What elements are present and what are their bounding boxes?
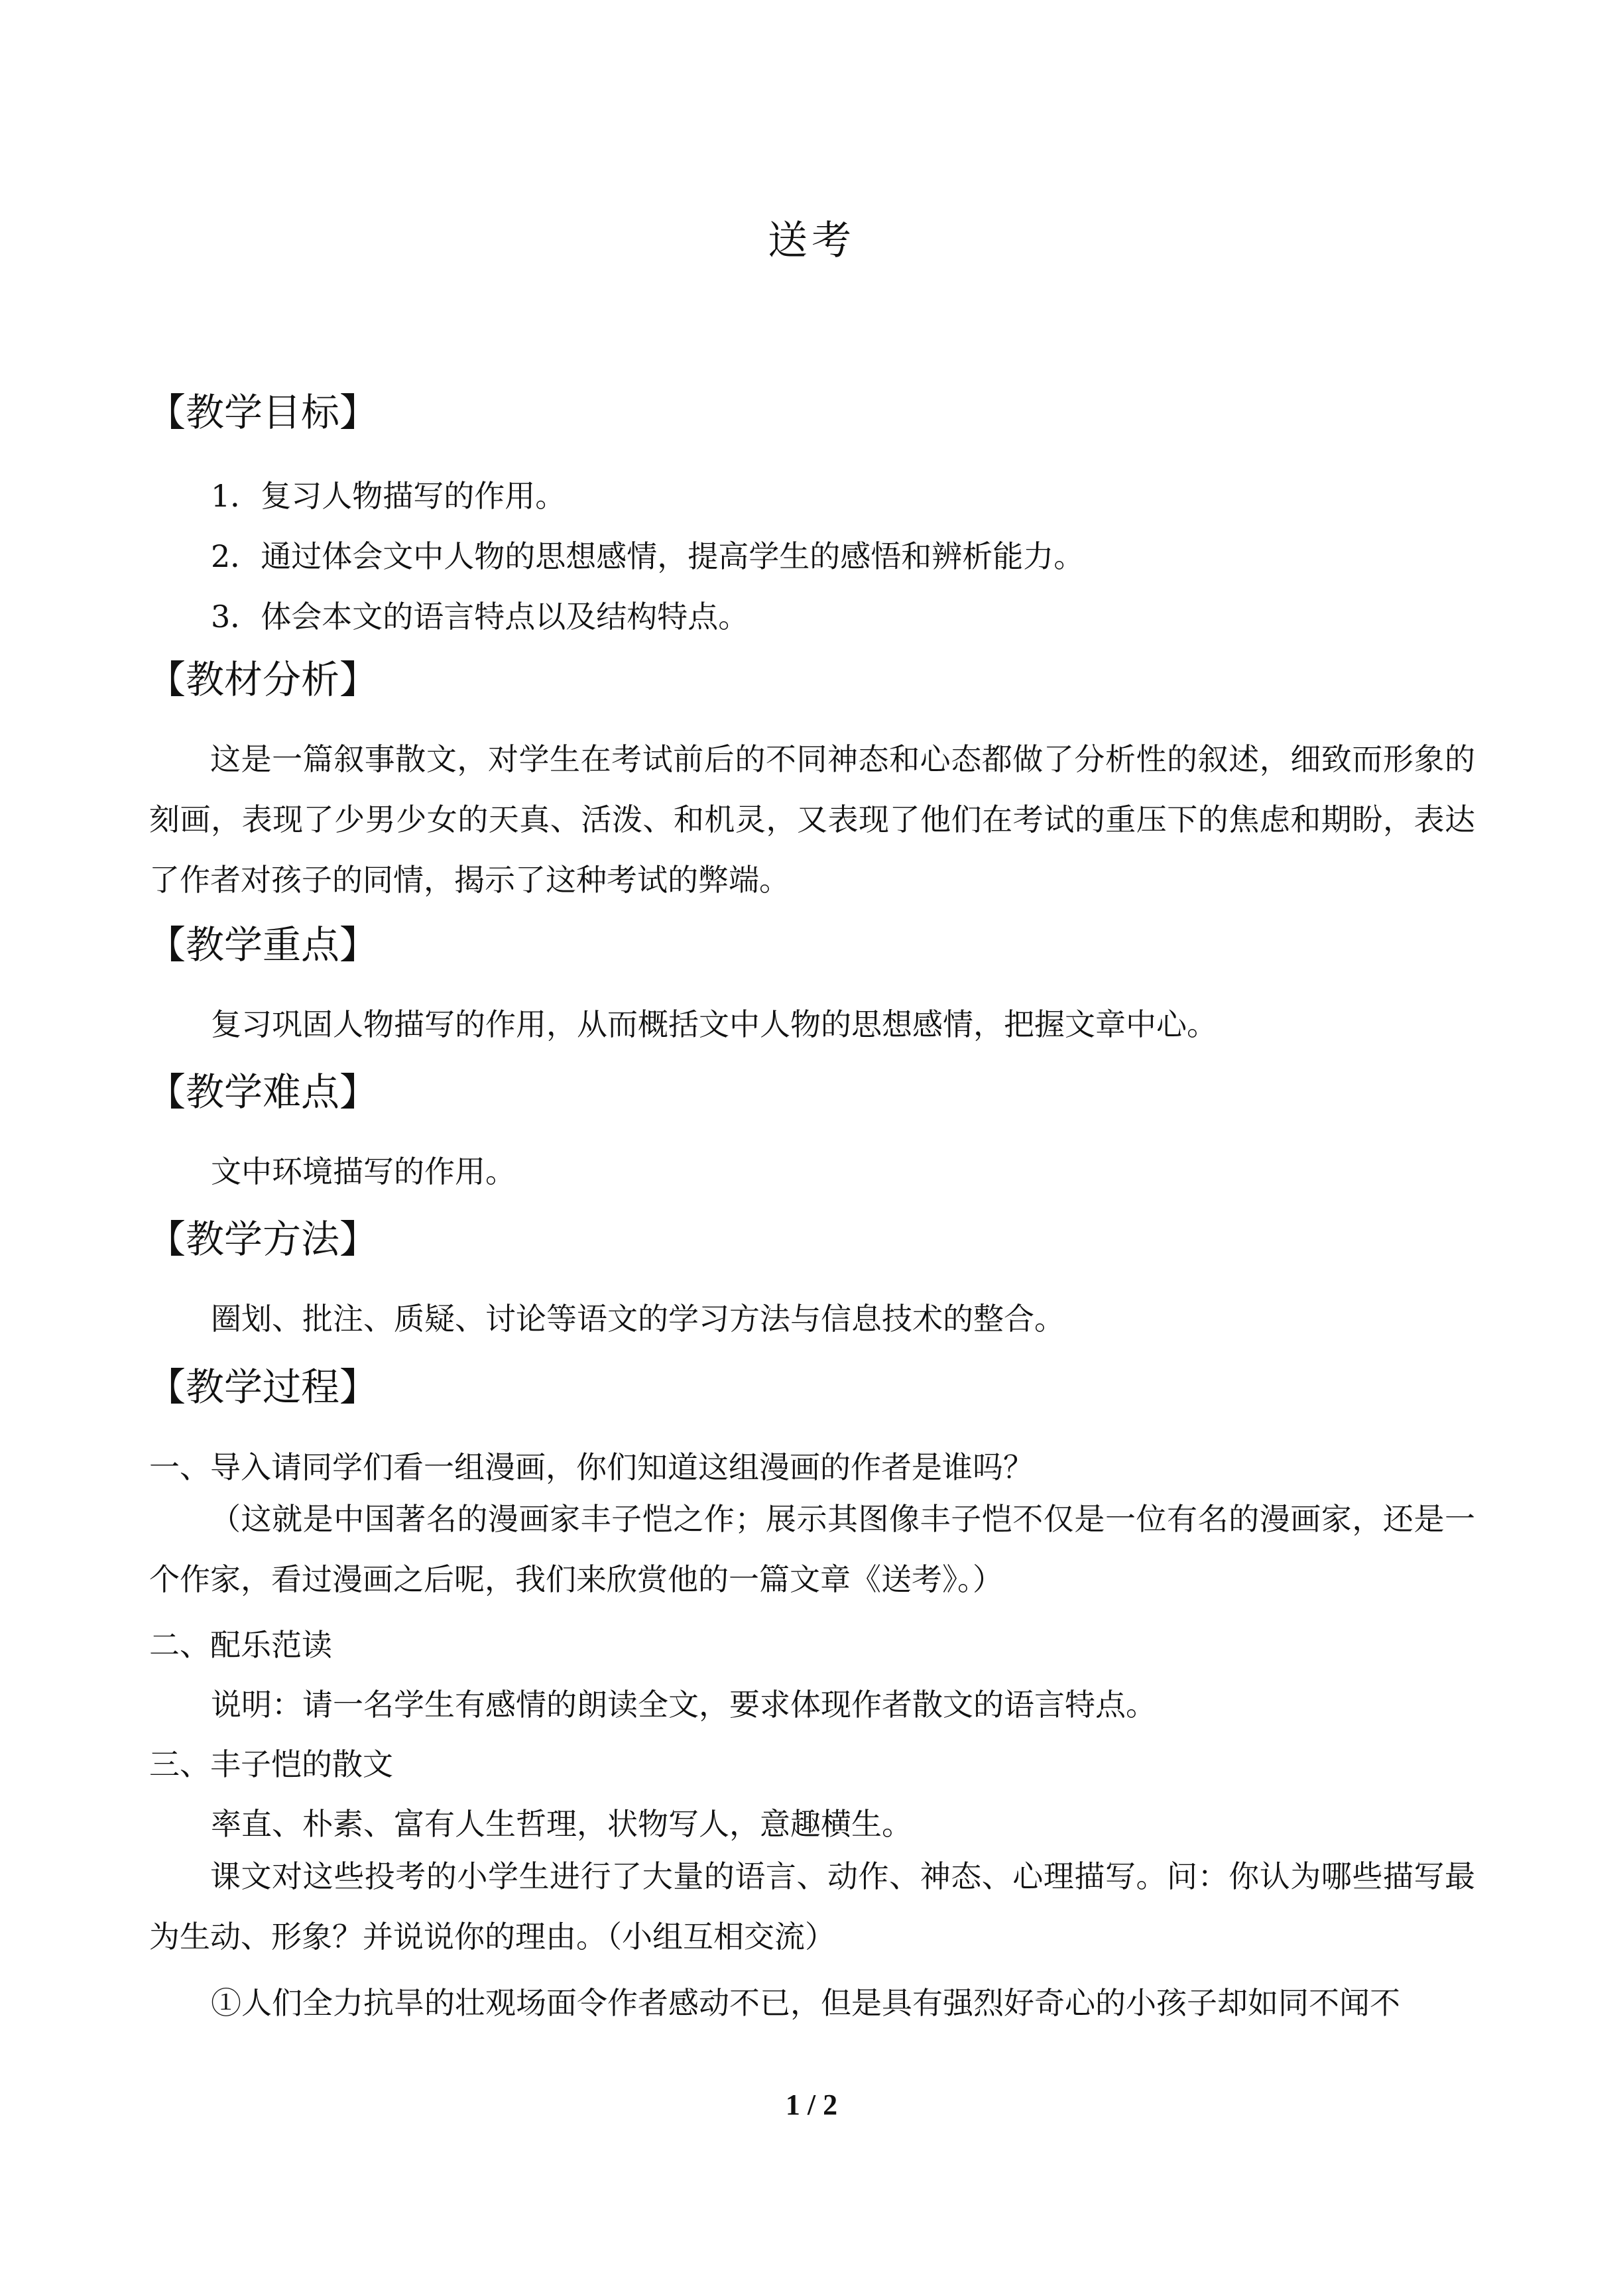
key-points-text: 复习巩固人物描写的作用，从而概括文中人物的思想感情，把握文章中心。 (211, 1006, 1217, 1042)
methods-text: 圈划、批注、质疑、讨论等语文的学习方法与信息技术的整合。 (211, 1301, 1065, 1337)
section-heading-analysis: 【教材分析】 (147, 657, 379, 702)
section-heading-methods: 【教学方法】 (147, 1217, 379, 1262)
process-step3-title: 三、丰子恺的散文 (149, 1746, 393, 1782)
section-heading-difficulties: 【教学难点】 (147, 1069, 379, 1115)
process-step3-question: 课文对这些投考的小学生进行了大量的语言、动作、神态、心理描写。问：你认为哪些描写最为生动、形象？并说说你的理由。（小组互相交流） (149, 1858, 1475, 1955)
process-step2-text: 说明：请一名学生有感情的朗读全文，要求体现作者散文的语言特点。 (211, 1687, 1156, 1722)
objective-item: 1．复习人物描写的作用。 (211, 478, 566, 514)
objective-item: 2．通过体会文中人物的思想感情，提高学生的感悟和辨析能力。 (211, 538, 1085, 574)
difficulties-text: 文中环境描写的作用。 (211, 1154, 516, 1189)
document-title: 送考 (768, 217, 855, 264)
analysis-paragraph: 这是一篇叙事散文，对学生在考试前后的不同神态和心态都做了分析性的叙述，细致而形象的刻画，表现了少男少女的天真、活泼、和机灵，又表现了他们在考试的重压下的焦虑和期盼，表达了作者对孩子的同情，揭示了这种考试的弊端。 (149, 741, 1475, 898)
section-heading-objectives: 【教学目标】 (147, 390, 379, 435)
process-step1-title: 一、导入请同学们看一组漫画，你们知道这组漫画的作者是谁吗？ (149, 1449, 1034, 1485)
process-step2-title: 二、配乐范读 (149, 1627, 332, 1663)
section-heading-key-points: 【教学重点】 (147, 922, 379, 967)
section-heading-process: 【教学过程】 (147, 1364, 379, 1410)
process-step1-note: （这就是中国著名的漫画家丰子恺之作；展示其图像丰子恺不仅是一位有名的漫画家，还是一个作家，看过漫画之后呢，我们来欣赏他的一篇文章《送考》。） (149, 1501, 1475, 1597)
objective-item: 3．体会本文的语言特点以及结构特点。 (211, 599, 749, 634)
process-step3-point1: ①人们全力抗旱的壮观场面令作者感动不已，但是具有强烈好奇心的小孩子却如同不闻不 (211, 1985, 1400, 2021)
page-indicator: 1 / 2 (785, 2088, 838, 2121)
process-step3-text: 率直、朴素、富有人生哲理，状物写人，意趣横生。 (211, 1806, 912, 1842)
